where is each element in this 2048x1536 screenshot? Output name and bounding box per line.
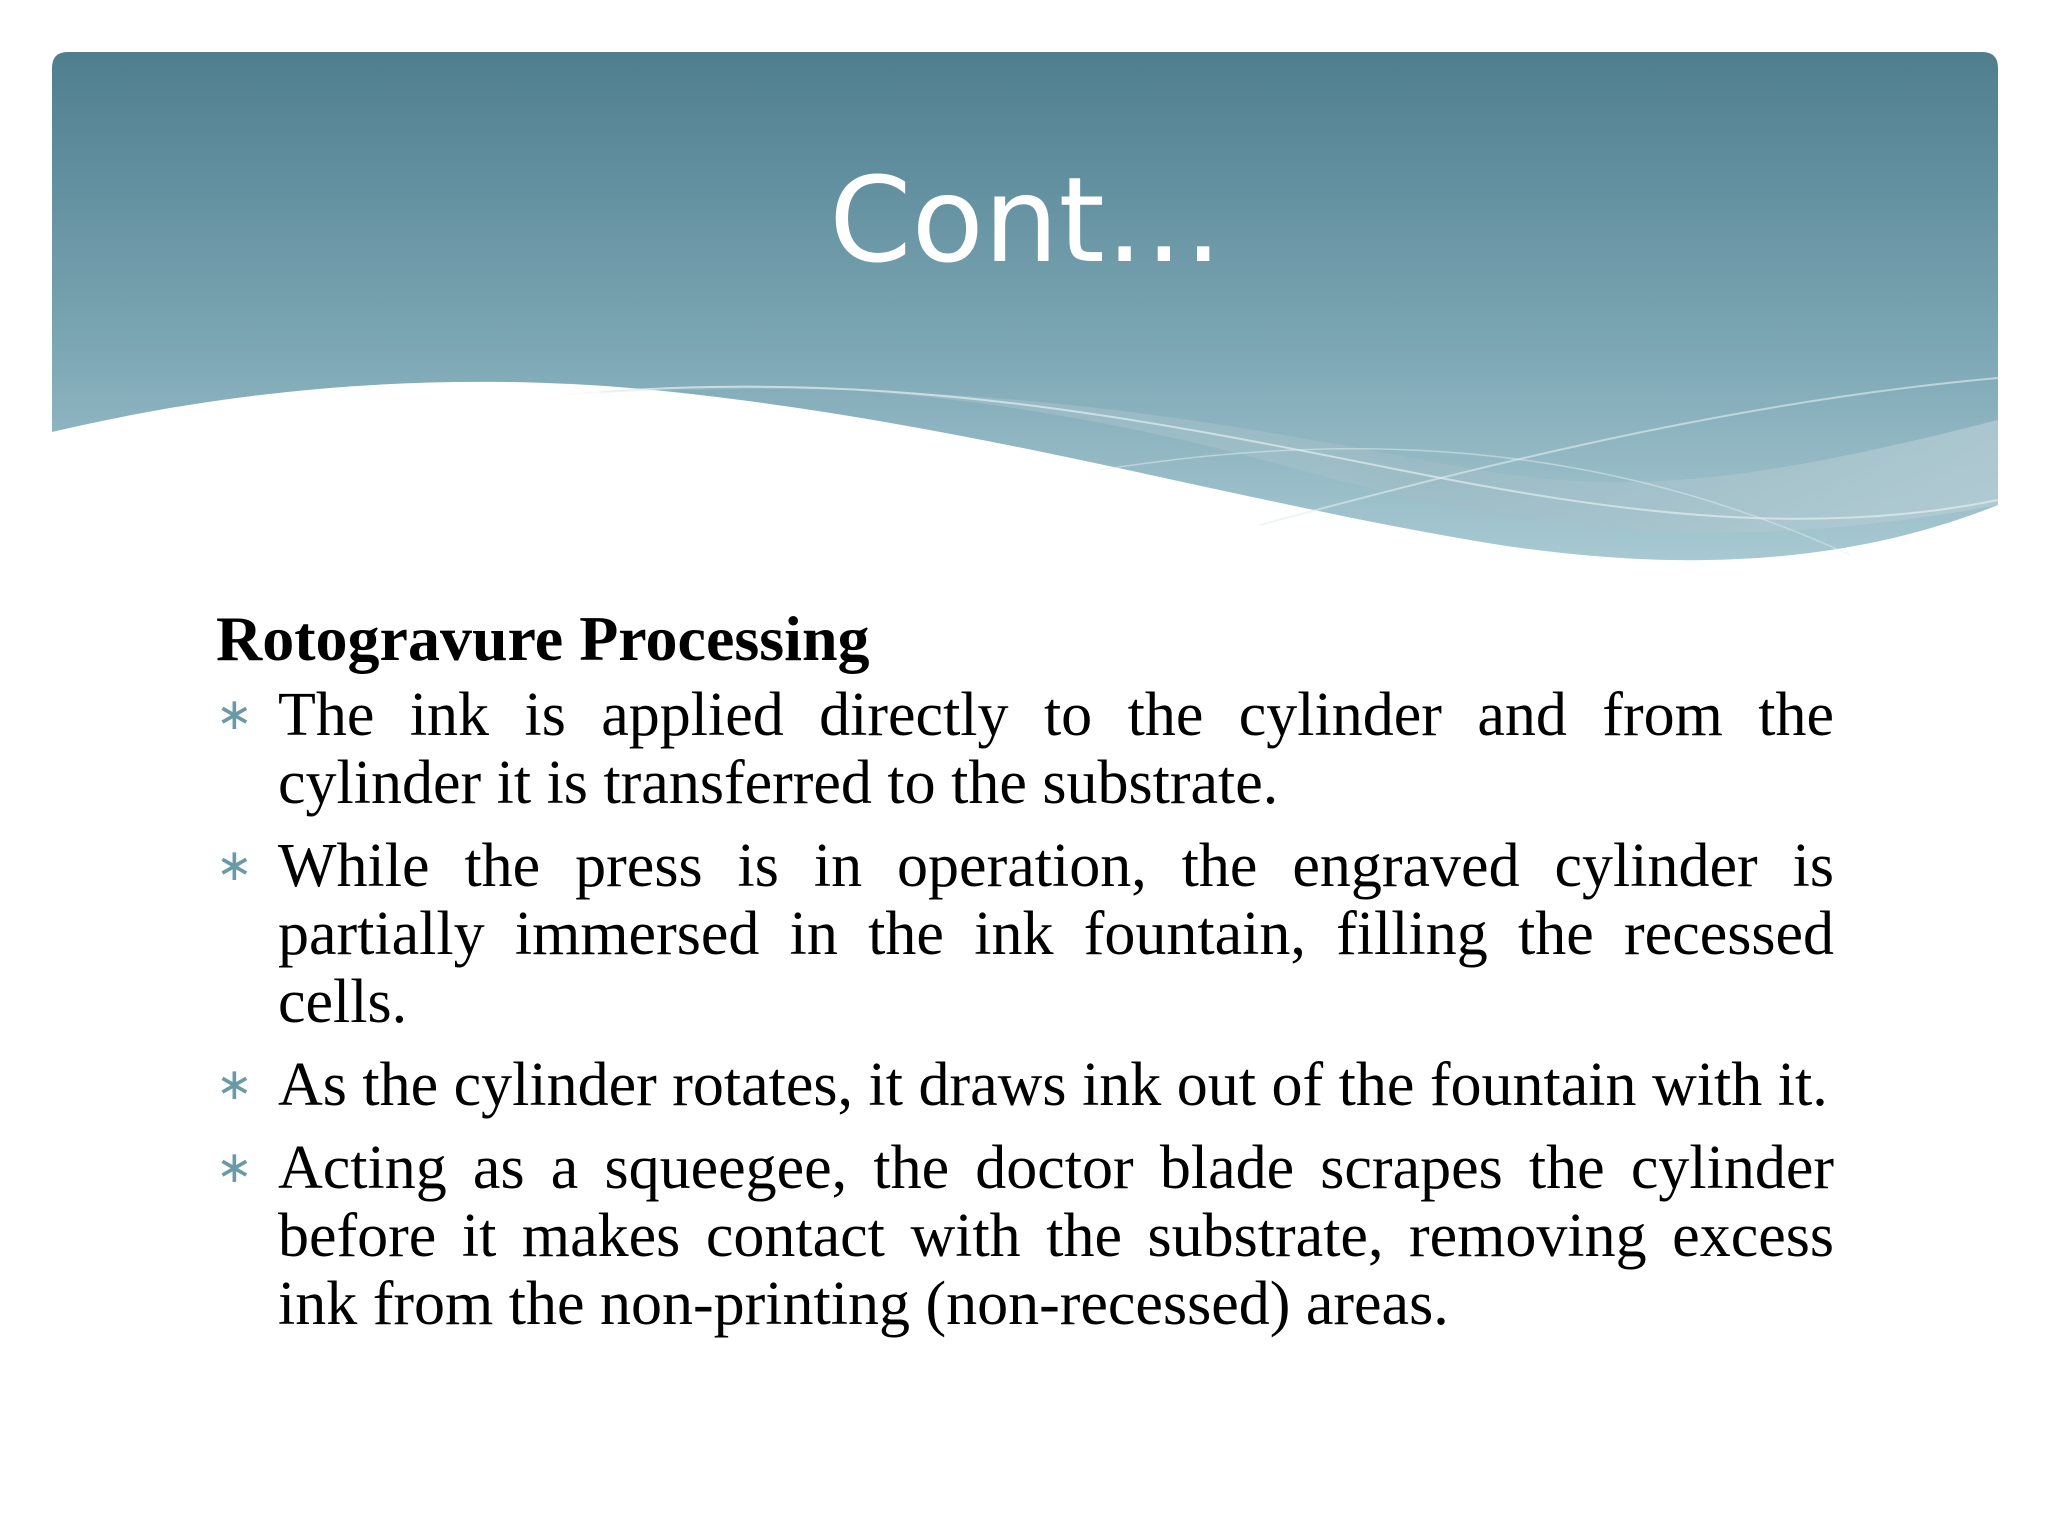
asterisk-bullet-icon: ∗ xyxy=(216,1059,253,1110)
slide-content xyxy=(216,603,1834,1353)
bullet-text: While the press is in operation, the engraved cylinder is partially immersed in the ink fountain, filling the recessed cells. xyxy=(278,832,1834,1036)
asterisk-bullet-icon: ∗ xyxy=(216,1142,253,1193)
bullet-list xyxy=(216,681,1834,1338)
header-wave-banner xyxy=(0,0,2048,600)
bullet-text: The ink is applied directly to the cylinder and from the cylinder it is transferred to the substrate. xyxy=(278,681,1834,817)
section-heading: Rotogravure Processing xyxy=(216,603,870,674)
bullet-item xyxy=(216,832,1834,1036)
bullet-item xyxy=(216,1051,1834,1119)
bullet-item xyxy=(216,1134,1834,1338)
slide-title: Cont… xyxy=(829,151,1223,289)
asterisk-bullet-icon: ∗ xyxy=(216,689,253,740)
bullet-text: Acting as a squeegee, the doctor blade scrapes the cylinder before it makes contact with the substrate, removing excess ink from the non-printing (non-recessed) areas. xyxy=(278,1134,1834,1338)
bullet-item xyxy=(216,681,1834,817)
asterisk-bullet-icon: ∗ xyxy=(216,840,253,891)
bullet-text: As the cylinder rotates, it draws ink out of the fountain with it. xyxy=(278,1051,1828,1119)
